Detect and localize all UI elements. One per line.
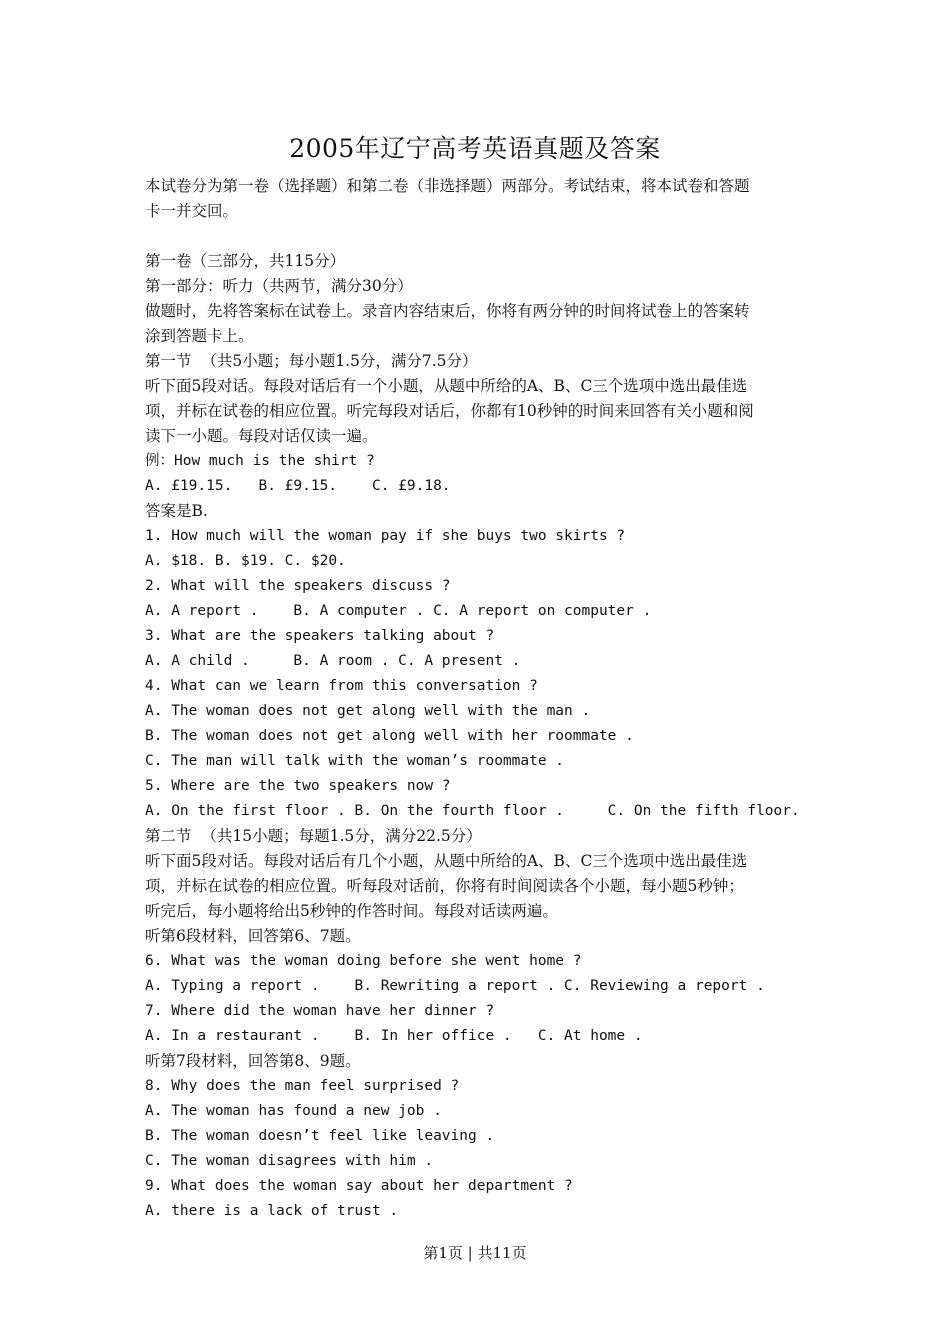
text-line: 第一卷（三部分，共115分） xyxy=(145,252,346,270)
text-line: 第一节 （共5小题；每小题1.5分，满分7.5分） xyxy=(145,352,478,370)
text-line: 4. What can we learn from this conversation ? xyxy=(145,678,538,694)
text-line: C. The man will talk with the woman’s roommate . xyxy=(145,753,565,769)
text-line: 听第6段材料，回答第6、7题。 xyxy=(145,927,361,945)
text-line: 例：How much is the shirt ? xyxy=(145,453,375,469)
text-line: 听下面5段对话。每段对话后有几个小题，从题中所给的A、B、C三个选项中选出最佳选 xyxy=(145,852,748,870)
text-line: 项，并标在试卷的相应位置。听每段对话前，你将有时间阅读各个小题，每小题5秒钟； xyxy=(145,877,744,895)
text-line: 1. How much will the woman pay if she buys two skirts ? xyxy=(145,528,626,544)
text-line: B. The woman doesn’t feel like leaving . xyxy=(145,1128,495,1144)
text-line: 2. What will the speakers discuss ? xyxy=(145,578,451,594)
text-line: 9. What does the woman say about her department ? xyxy=(145,1178,573,1194)
text-line: 听完后，每小题将给出5秒钟的作答时间。每段对话读两遍。 xyxy=(145,902,558,920)
text-line: A. Typing a report . B. Rewriting a report . C. Reviewing a report . xyxy=(145,978,765,994)
text-line: 6. What was the woman doing before she went home ? xyxy=(145,953,582,969)
text-line: A. The woman does not get along well with the man . xyxy=(145,703,591,719)
text-line: 答案是B. xyxy=(145,502,208,520)
text-line: A. On the first floor . B. On the fourth floor . C. On the fifth floor. xyxy=(145,803,800,819)
text-line: 7. Where did the woman have her dinner ? xyxy=(145,1003,495,1019)
text-line: A. there is a lack of trust . xyxy=(145,1203,399,1219)
text-line: 第二节 （共15小题；每题1.5分，满分22.5分） xyxy=(145,827,482,845)
text-line: 项，并标在试卷的相应位置。听完每段对话后，你都有10秒钟的时间来回答有关小题和阅 xyxy=(145,402,754,420)
text-line: 涂到答题卡上。 xyxy=(145,327,254,345)
text-line: 做题时，先将答案标在试卷上。录音内容结束后，你将有两分钟的时间将试卷上的答案转 xyxy=(145,302,750,320)
text-line: 读下一小题。每段对话仅读一遍。 xyxy=(145,427,378,445)
text-line: 本试卷分为第一卷（选择题）和第二卷（非选择题）两部分。考试结束，将本试卷和答题 xyxy=(145,177,750,195)
text-line: 第一部分：听力（共两节，满分30分） xyxy=(145,277,413,295)
text-line: 8. Why does the man feel surprised ? xyxy=(145,1078,460,1094)
blank-line xyxy=(145,224,810,249)
document-title: 2005年辽宁高考英语真题及答案 xyxy=(289,134,661,163)
text-line: 5. Where are the two speakers now ? xyxy=(145,778,451,794)
text-line: A. A child . B. A room . C. A present . xyxy=(145,653,521,669)
text-line: A. $18. B. $19. C. $20. xyxy=(145,553,346,569)
text-line: 3. What are the speakers talking about ? xyxy=(145,628,495,644)
text-line: A. In a restaurant . B. In her office . C. At home . xyxy=(145,1028,643,1044)
page-footer: 第1页 | 共11页 xyxy=(423,1244,527,1262)
text-line: C. The woman disagrees with him . xyxy=(145,1153,434,1169)
text-line: A. A report . B. A computer . C. A report on computer . xyxy=(145,603,652,619)
text-line: 听下面5段对话。每段对话后有一个小题，从题中所给的A、B、C三个选项中选出最佳选 xyxy=(145,377,748,395)
text-line: B. The woman does not get along well with her roommate . xyxy=(145,728,634,744)
document-body xyxy=(145,174,810,1224)
text-line: A. The woman has found a new job . xyxy=(145,1103,442,1119)
text-line: A. £19.15. B. £9.15. C. £9.18. xyxy=(145,478,451,494)
text-line: 听第7段材料，回答第8、9题。 xyxy=(145,1052,361,1070)
text-line: 卡一并交回。 xyxy=(145,202,239,220)
